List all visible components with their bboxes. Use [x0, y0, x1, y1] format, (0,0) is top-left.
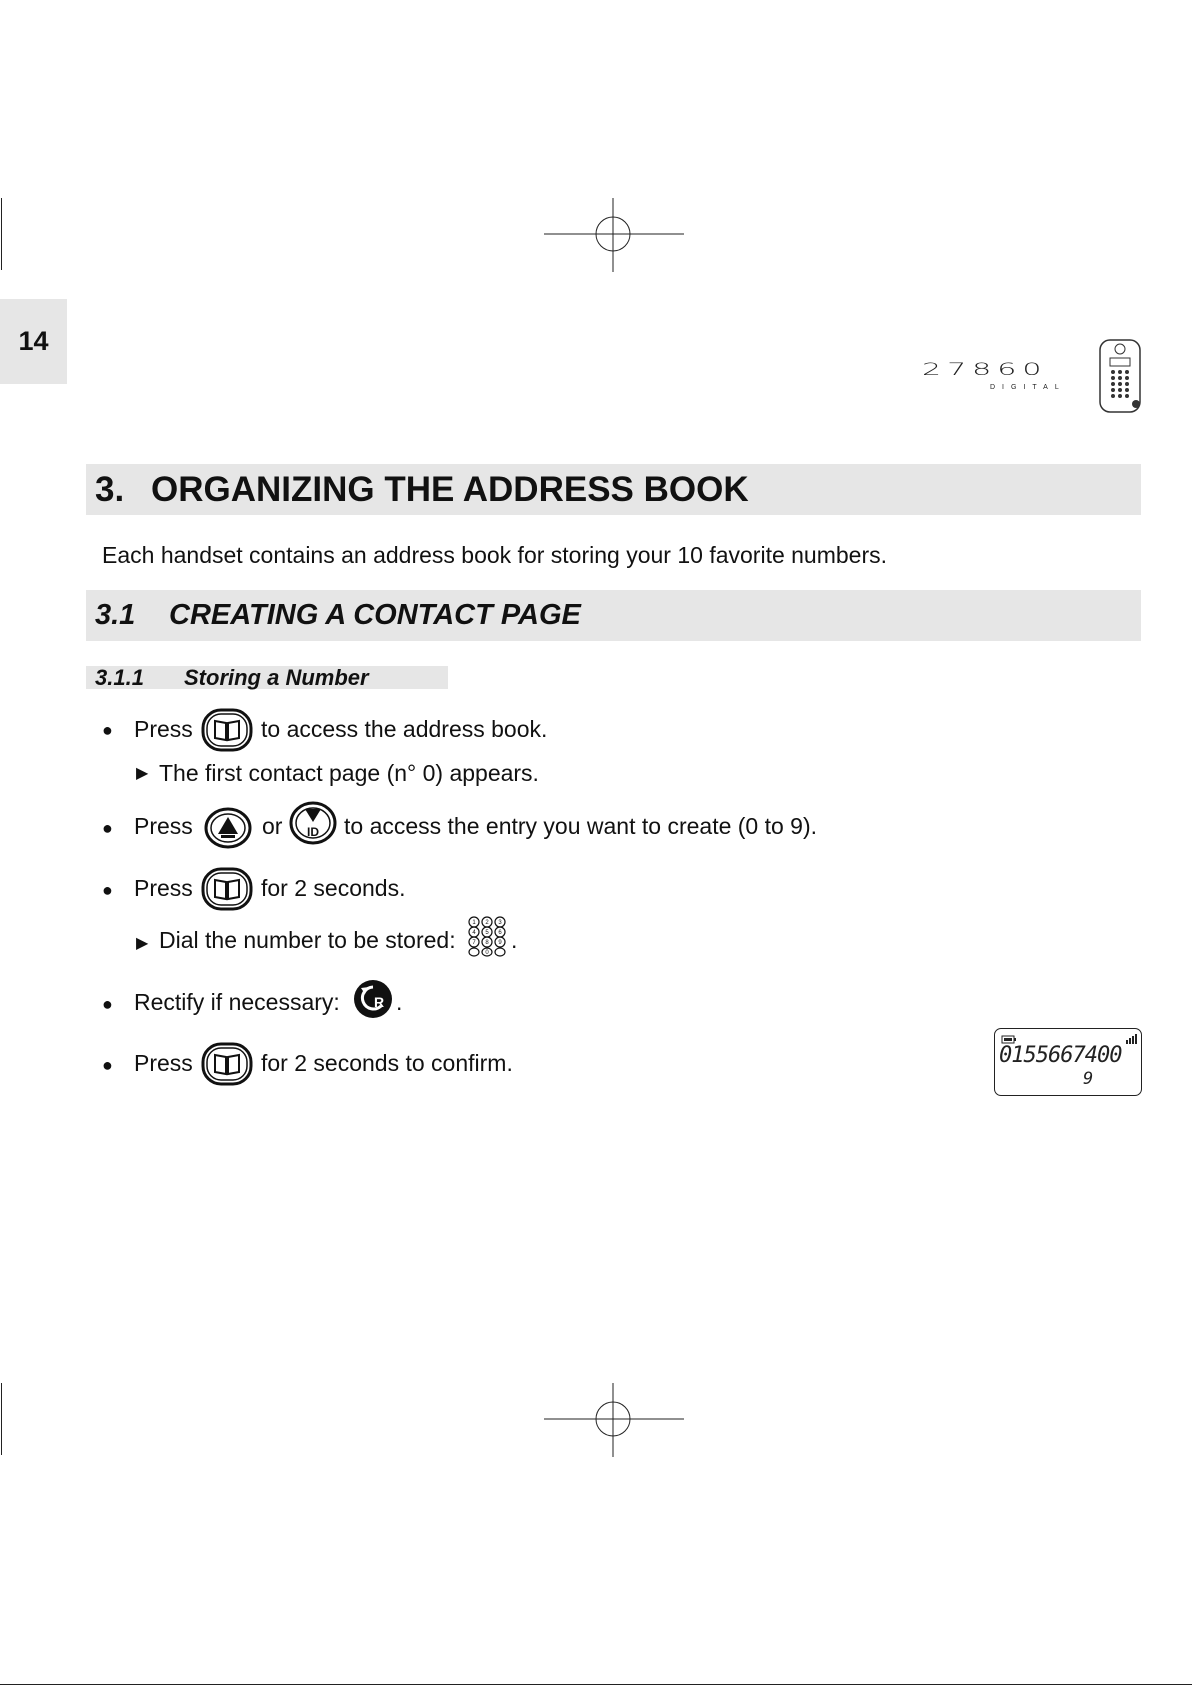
- numeric-keypad-icon: [466, 916, 510, 958]
- step1-pre: Press: [134, 716, 193, 742]
- crop-mark-left-top: [1, 198, 2, 270]
- step3-result: Dial the number to be stored:: [159, 927, 456, 953]
- subsubsection-title: Storing a Number: [184, 665, 369, 690]
- step2-mid: or: [262, 813, 283, 839]
- svg-text:ID: ID: [307, 825, 319, 839]
- signal-icon: [1125, 1034, 1137, 1044]
- display-entry-index: 9: [1083, 1069, 1094, 1089]
- subsection-heading: [86, 590, 1141, 641]
- address-book-key-icon: [201, 1042, 253, 1086]
- svg-text:5: 5: [485, 930, 489, 936]
- step1-post: to access the address book.: [261, 716, 548, 742]
- registration-mark-bottom: [544, 1383, 684, 1457]
- handset-display: [994, 1028, 1142, 1096]
- step3-post: for 2 seconds.: [261, 875, 406, 901]
- svg-text:R: R: [373, 994, 385, 1010]
- address-book-key-icon: [201, 708, 253, 752]
- correction-r-key-icon: [351, 978, 395, 1020]
- svg-text:9: 9: [498, 940, 502, 946]
- bullet: ●: [102, 994, 113, 1014]
- bullet: ●: [102, 880, 113, 900]
- step1-result: The first contact page (n° 0) appears.: [159, 760, 539, 786]
- svg-text:4: 4: [472, 930, 476, 936]
- subsubsection-number: 3.1.1: [95, 665, 144, 690]
- up-arrow-key-icon: [203, 806, 253, 850]
- subsubsection-heading: [86, 666, 448, 689]
- svg-text:6: 6: [498, 930, 502, 936]
- crop-mark-left-bottom: [1, 1383, 2, 1455]
- page-number: 14: [0, 299, 67, 384]
- down-id-key-icon: [288, 800, 338, 846]
- intro-text: Each handset contains an address book for storing your 10 favorite numbers.: [102, 542, 888, 568]
- bullet: ●: [102, 1055, 113, 1075]
- brand-subtitle: DIGITAL: [990, 384, 1066, 391]
- section-title: ORGANIZING THE ADDRESS BOOK: [151, 470, 749, 509]
- bullet: ●: [102, 720, 113, 740]
- address-book-key-icon: [201, 867, 253, 911]
- result-arrow: ▶: [136, 765, 149, 782]
- svg-text:2: 2: [485, 920, 489, 926]
- svg-text:3: 3: [498, 920, 502, 926]
- handset-icon: [1096, 338, 1144, 414]
- svg-text:0: 0: [485, 950, 489, 956]
- subsection-number: 3.1: [95, 599, 136, 631]
- svg-text:1: 1: [472, 920, 476, 926]
- step5-post: for 2 seconds to confirm.: [261, 1050, 513, 1076]
- step2-pre: Press: [134, 813, 193, 839]
- step5-pre: Press: [134, 1050, 193, 1076]
- registration-mark-top: [544, 198, 684, 272]
- section-heading: [86, 464, 1141, 515]
- bullet: ●: [102, 818, 113, 838]
- step3-result-end: .: [511, 927, 518, 953]
- section-number: 3.: [95, 470, 125, 509]
- display-number: 0155667400: [999, 1043, 1122, 1068]
- step2-post: to access the entry you want to create (0 to 9).: [344, 813, 818, 839]
- svg-text:8: 8: [485, 940, 489, 946]
- step4-end: .: [396, 989, 403, 1015]
- subsection-title: CREATING A CONTACT PAGE: [169, 599, 581, 631]
- brand-model: 27860: [922, 360, 1048, 380]
- svg-text:7: 7: [472, 940, 476, 946]
- step3-pre: Press: [134, 875, 193, 901]
- step4-text: Rectify if necessary:: [134, 989, 340, 1015]
- result-arrow: ▶: [136, 935, 149, 952]
